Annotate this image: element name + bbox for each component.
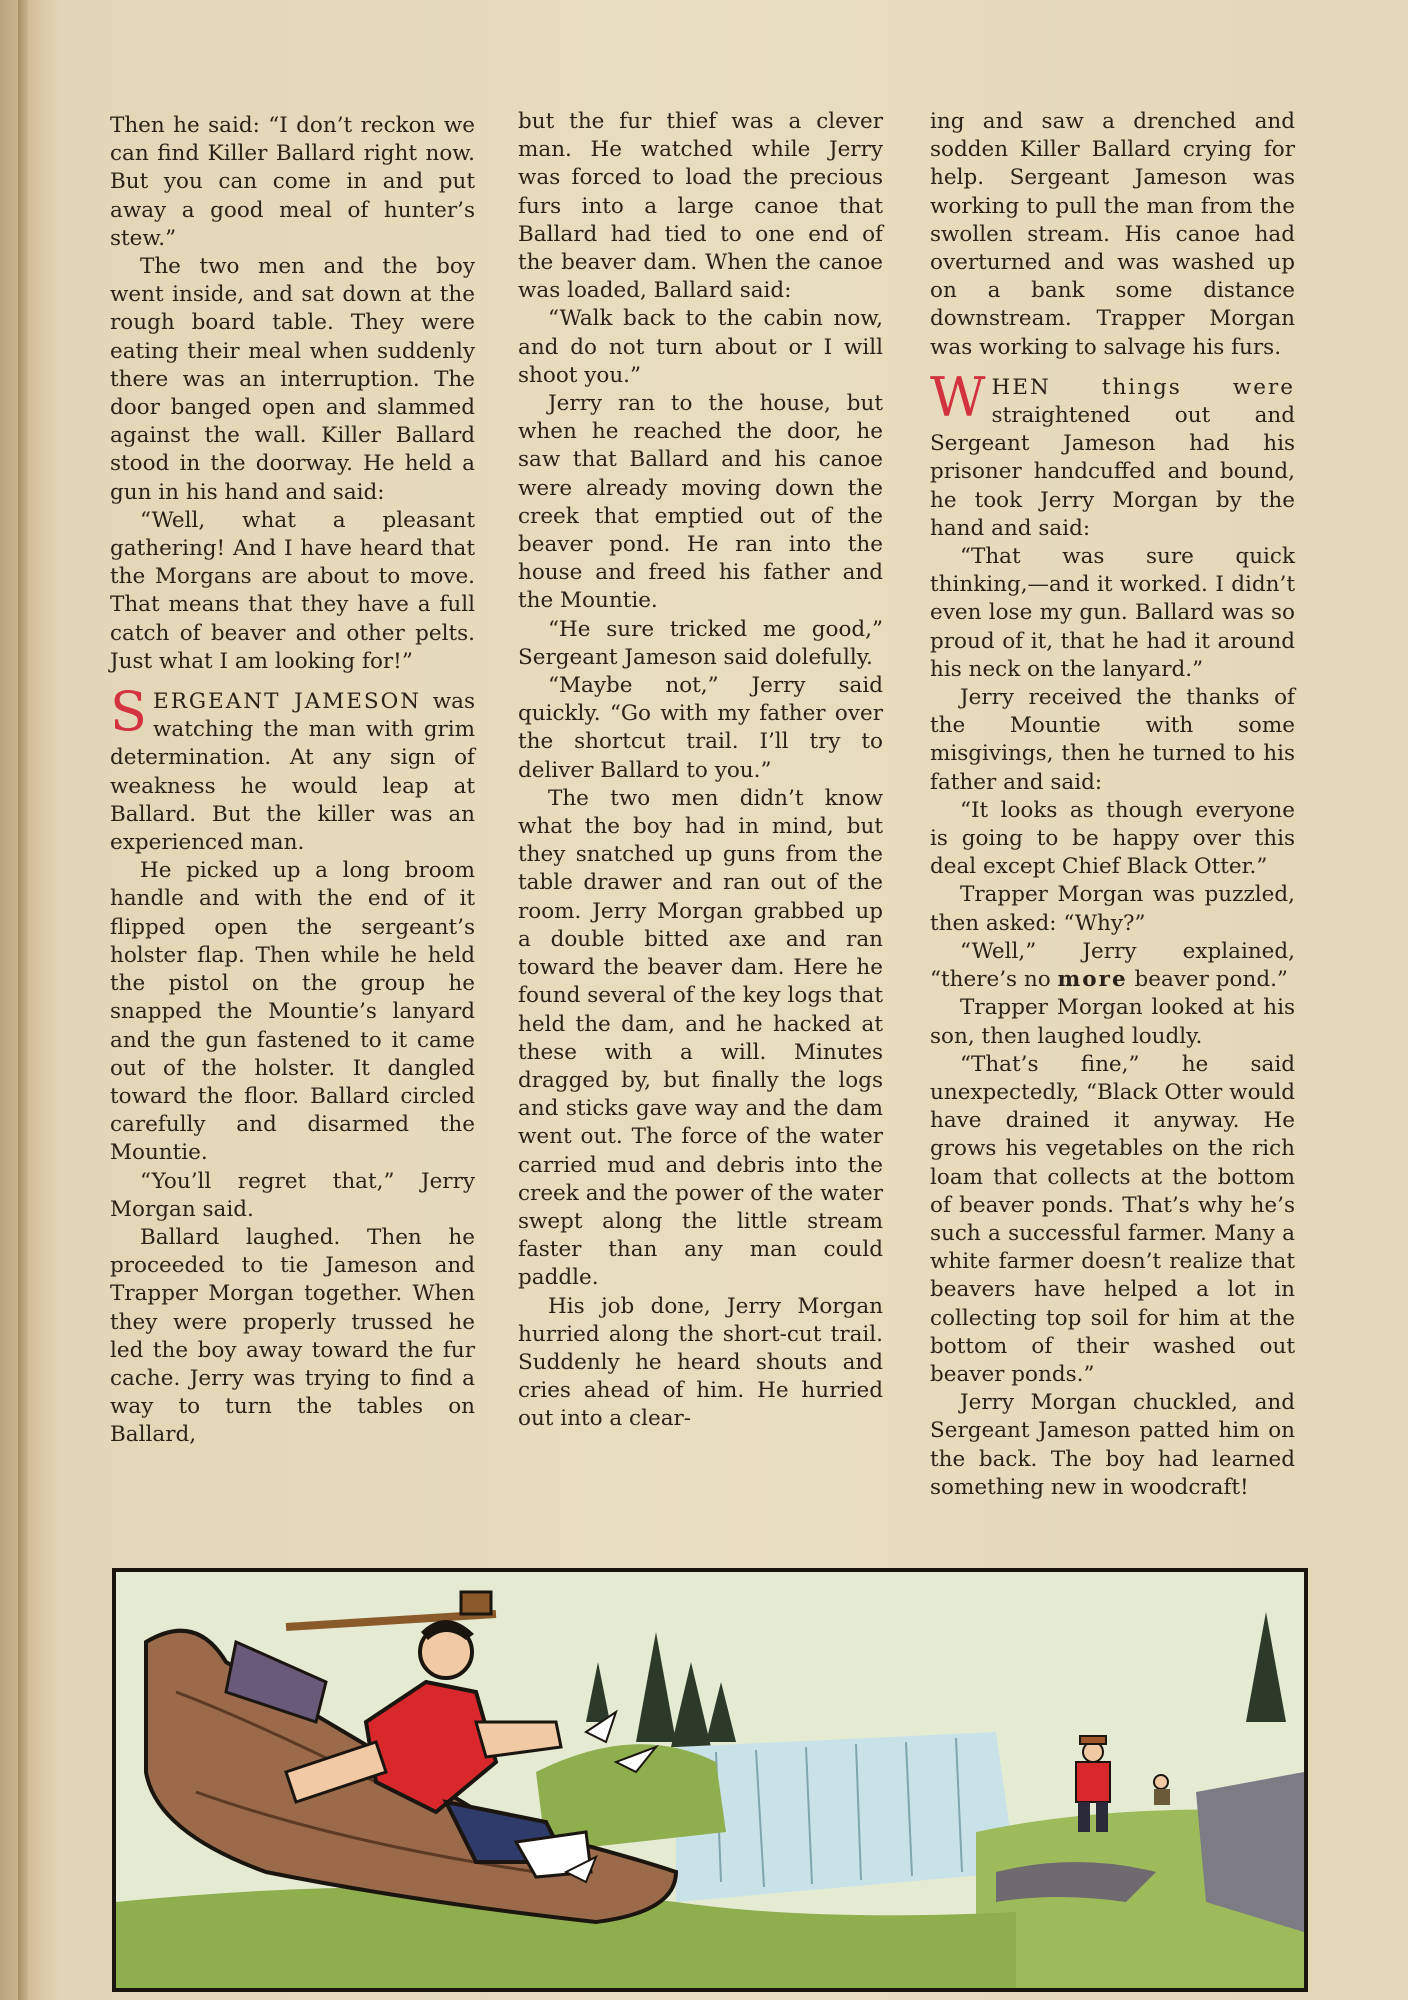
paragraph: Then he said: “I don’t reckon we can find Killer Ballard right now. But you can come in and put away a good meal of hunter’s stew.” bbox=[110, 113, 475, 251]
paragraph: “You’ll regret that,” Jerry Morgan said. bbox=[110, 1168, 475, 1222]
drop-cap-paragraph bbox=[110, 680, 475, 857]
rock-ledge bbox=[996, 1862, 1156, 1902]
paragraph: “It looks as though everyone is going to be happy over this deal except Chief Black Otter.” bbox=[930, 797, 1295, 880]
paragraph: He picked up a long broom handle and with the end of it flipped open the sergeant’s holster flap. Then while he held the pistol on the group he snapped the Mountie’s lanyard and the gun fastened to it came out of the holster. It dangled toward the floor. Ballard circled carefully and disarmed the Mountie. bbox=[110, 858, 475, 1166]
axe-head bbox=[461, 1592, 491, 1614]
paragraph: Jerry Morgan chuckled, and Sergeant Jameson patted him on the back. The boy had learned something new in woodcraft! bbox=[930, 1390, 1295, 1500]
paragraph: “Walk back to the cabin now, and do not turn about or I will shoot you.” bbox=[518, 306, 883, 388]
paragraph: ing and saw a drenched and sodden Killer Ballard crying for help. Sergeant Jameson was working to pull the man from the swollen stream. His canoe had overturned and was washed up on a bank some distance downstream. Trapper Morgan was working to salvage his furs. bbox=[930, 109, 1295, 360]
paragraph: Ballard laughed. Then he proceeded to tie Jameson and Trapper Morgan together. When they were properly trussed he led the boy away toward the fur cache. Jerry was trying to find a way to turn the tables on Ballard, bbox=[110, 1224, 475, 1448]
drop-cap-lead: ERGEANT JAMESON bbox=[153, 689, 422, 715]
paragraph: but the fur thief was a clever man. He watched while Jerry was forced to load the precious furs into a large canoe that Ballard had tied to one end of the beaver dam. When the canoe was loaded, Ballard said: bbox=[518, 109, 883, 304]
small-figure bbox=[1154, 1775, 1170, 1805]
paragraph: “That’s fine,” he said unexpectedly, “Black Otter would have drained it anyway. He grows his vegetables on the rich loam that collects at the bottom of beaver ponds. That’s why he’s such a successful farmer. Many a white farmer doesn’t realize that beavers have helped a lot in collecting top soil for him at the bottom of their washed out beaver ponds.” bbox=[930, 1051, 1295, 1387]
paragraph: Jerry received the thanks of the Mountie with some misgivings, then he turned to his father and said: bbox=[930, 685, 1295, 795]
comic-illustration-panel bbox=[112, 1568, 1308, 1992]
paragraph bbox=[930, 938, 1295, 994]
paragraph: “Well, what a pleasant gathering! And I have heard that the Morgans are about to move. That means that they have a full catch of beaver and other pelts. Just what I am looking for!” bbox=[110, 507, 475, 674]
paragraph: “He sure tricked me good,” Sergeant Jameson said dolefully. bbox=[518, 616, 883, 670]
waterfall bbox=[676, 1732, 1016, 1902]
paragraph: Trapper Morgan looked at his son, then laughed loudly. bbox=[930, 995, 1295, 1049]
drop-cap-letter: W bbox=[930, 365, 986, 429]
drop-cap-paragraph bbox=[930, 365, 1295, 543]
paragraph: His job done, Jerry Morgan hurried along the short-cut trail. Suddenly he heard shouts and cries ahead of him. He hurried out into a clear- bbox=[518, 1293, 883, 1432]
page-gutter bbox=[18, 0, 28, 2000]
paragraph: “That was sure quick thinking,—and it worked. I didn’t even lose my gun. Ballard was so proud of it, that he had it around his neck on the lanyard.” bbox=[930, 544, 1295, 682]
illustration bbox=[116, 1572, 1304, 1988]
paragraph: Jerry ran to the house, but when he reached the door, he saw that Ballard and his canoe were already moving down the creek that emptied out of the beaver pond. He ran into the house and freed his father and the Mountie. bbox=[518, 391, 883, 614]
well-lead: “Well,” Jerry explained, “there’s no bbox=[930, 938, 1295, 993]
text-column-3 bbox=[930, 108, 1295, 1502]
drop-cap-rest: was watching the man with grim determination. At any sign of weakness he would leap at Ballard. But the killer was an experienced man. bbox=[110, 689, 475, 856]
drop-cap-letter: S bbox=[110, 680, 147, 744]
paragraph: The two men and the boy went inside, and sat down at the rough board table. They were eating their meal when suddenly there was an interruption. The door banged open and slammed against the wall. Killer Ballard stood in the doorway. He held a gun in his hand and said: bbox=[110, 254, 475, 505]
paragraph: “Maybe not,” Jerry said quickly. “Go with my father over the shortcut trail. I’ll try to deliver Ballard to you.” bbox=[518, 673, 883, 783]
well-tail: beaver pond.” bbox=[1127, 967, 1288, 993]
paragraph: The two men didn’t know what the boy had in mind, but they snatched up guns from the table drawer and ran out of the room. Jerry Morgan grabbed up a double bitted axe and ran toward the beaver dam. Here he found several of the key logs that held the dam, and he hacked at these with a will. Minutes dragged by, but finally the logs and sticks gave way and the dam went out. The force of the water carried mud and debris into the creek and the power of the water swept along the little stream faster than any man could paddle. bbox=[518, 785, 883, 1291]
paragraph: Trapper Morgan was puzzled, then asked: “Why?” bbox=[930, 882, 1295, 936]
text-column-1 bbox=[110, 112, 475, 1450]
drop-cap-lead: HEN things were bbox=[991, 374, 1295, 400]
drop-cap-rest: straightened out and Sergeant Jameson had his prisoner handcuffed and bound, he took Jerry Morgan by the hand and said: bbox=[930, 403, 1295, 541]
emphasis: more bbox=[1057, 967, 1128, 993]
text-column-2 bbox=[518, 108, 883, 1434]
